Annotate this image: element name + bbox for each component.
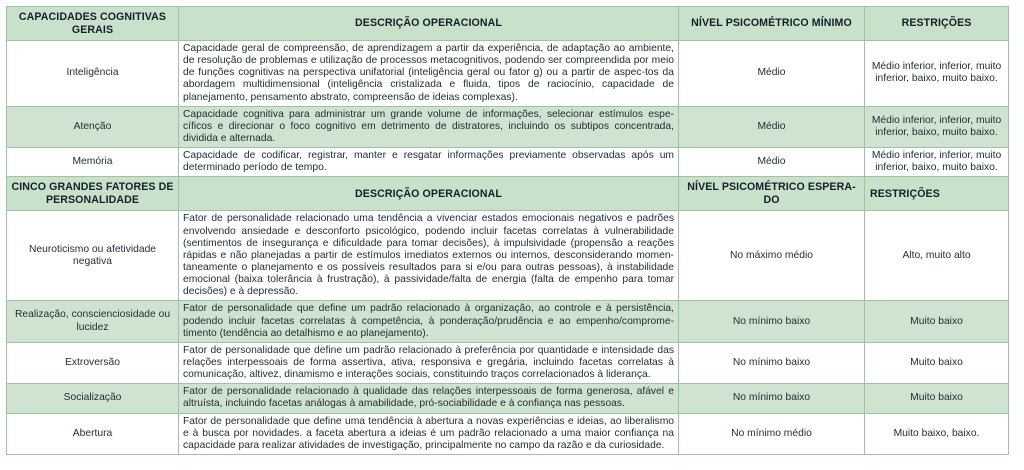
row-description-neuroticismo: Fator de personalidade relacionado uma tendência a vivenciar estados emocionais negativos e padrões envolvendo ansiedade e desconforto psicológico, podendo incluir facetas correlatas à vulnerabilidade (sentimentos de insegurança e dificuldade para tomar decisões), à impulsividade (propensão a reações rápidas e não planejadas a partir de estímulos imediatos externos ou internos, desconsiderando momen-taneamente o planejamento e os possíveis resultados para si e/ou para outras pessoas), à instabilidade emocional (baixa tolerância à frustração), à passividade/falta de energia (falta de empenho para tomar decisões) e à depressão. bbox=[179, 211, 679, 301]
row-restrictions-realizacao: Muito baixo bbox=[865, 301, 1009, 342]
row-description-extroversao: Fator de personalidade que define um padrão relacionado à preferência por quantidade e intensidade das relações interpessoais de forma assertiva, ativa, responsiva e gregária, incluindo facetas correlatas à comunicação, altivez, dinamismo e interações sociais, constituindo traços correlacionados à liderança. bbox=[179, 342, 679, 383]
table-row bbox=[7, 41, 1009, 107]
row-restrictions-memoria: Médio inferior, inferior, muito inferior, baixo, muito baixo. bbox=[865, 148, 1009, 177]
table-row bbox=[7, 148, 1009, 177]
table-row bbox=[7, 106, 1009, 147]
table-row bbox=[7, 342, 1009, 383]
column-header-cognitive-description: DESCRIÇÃO OPERACIONAL bbox=[179, 7, 679, 41]
section-header-personality bbox=[7, 177, 1009, 211]
table-row bbox=[7, 384, 1009, 413]
row-name-extroversao: Extroversão bbox=[7, 342, 179, 383]
row-description-memoria: Capacidade de codificar, registrar, manter e resgatar informações previamente observadas após um determinado período de tempo. bbox=[179, 148, 679, 177]
row-name-neuroticismo: Neuroticismo ou afetividade negativa bbox=[7, 211, 179, 301]
row-restrictions-neuroticismo: Alto, muito alto bbox=[865, 211, 1009, 301]
table-row bbox=[7, 301, 1009, 342]
row-description-abertura: Fator de personalidade que define uma tendência à abertura a novas experiências e ideias, ao liberalismo e à busca por novidades. a faceta abertura a ideias é um padrão relacionado a uma maior confiança na capacidade para realizar atividades de investigação, principalmente no campo da razão e da curiosidade. bbox=[179, 413, 679, 454]
table-row bbox=[7, 211, 1009, 301]
row-name-socializacao: Socialização bbox=[7, 384, 179, 413]
row-level-abertura: No mínimo médio bbox=[679, 413, 865, 454]
row-restrictions-inteligencia: Médio inferior, inferior, muito inferior, baixo, muito baixo. bbox=[865, 41, 1009, 107]
row-description-atencao: Capacidade cognitiva para administrar um grande volume de informações, selecionar estímulos espe-cíficos e direcionar o foco cognitivo em detrimento de distratores, incluindo os subtipos concentrada, dividida e alternada. bbox=[179, 106, 679, 147]
row-level-socializacao: No mínimo baixo bbox=[679, 384, 865, 413]
row-name-inteligencia: Inteligência bbox=[7, 41, 179, 107]
column-header-cognitive-level: NÍVEL PSICOMÉTRICO MÍNIMO bbox=[679, 7, 865, 41]
row-name-memoria: Memória bbox=[7, 148, 179, 177]
row-restrictions-extroversao: Muito baixo bbox=[865, 342, 1009, 383]
column-header-personality-level: NÍVEL PSICOMÉTRICO ESPERA-DO bbox=[679, 177, 865, 211]
row-level-neuroticismo: No máximo médio bbox=[679, 211, 865, 301]
column-header-personality-description: DESCRIÇÃO OPERACIONAL bbox=[179, 177, 679, 211]
column-header-cognitive-name: CAPACIDADES COGNITIVAS GERAIS bbox=[7, 7, 179, 41]
row-name-atencao: Atenção bbox=[7, 106, 179, 147]
row-description-socializacao: Fator de personalidade relacionado à qualidade das relações interpessoais de forma generosa, afável e altruísta, incluindo facetas análogas à amabilidade, pró-sociabilidade e à confiança nas pessoas. bbox=[179, 384, 679, 413]
table-row bbox=[7, 413, 1009, 454]
row-restrictions-socializacao: Muito baixo bbox=[865, 384, 1009, 413]
row-description-realizacao: Fator de personalidade que define um padrão relacionado à organização, ao controle e à persistência, podendo incluir facetas correlatas à competência, à ponderação/prudência e ao empenho/comprome-timento (tendência ao detalhismo e ao planejamento). bbox=[179, 301, 679, 342]
column-header-personality-restrictions: RESTRIÇÕES bbox=[865, 177, 1009, 211]
section-header-cognitive bbox=[7, 7, 1009, 41]
row-level-extroversao: No mínimo baixo bbox=[679, 342, 865, 383]
row-level-atencao: Médio bbox=[679, 106, 865, 147]
psychometric-requirements-table bbox=[6, 6, 1009, 455]
row-name-realizacao: Realização, conscienciosidade ou lucidez bbox=[7, 301, 179, 342]
row-name-abertura: Abertura bbox=[7, 413, 179, 454]
row-restrictions-atencao: Médio inferior, inferior, muito inferior, baixo, muito baixo. bbox=[865, 106, 1009, 147]
row-level-realizacao: No mínimo baixo bbox=[679, 301, 865, 342]
row-description-inteligencia: Capacidade geral de compreensão, de aprendizagem a partir da experiência, de adaptação ao ambiente, de resolução de problemas e utilização de processos metacognitivos, podendo ser compreendida por meio de funções cognitivas na perspectiva unifatorial (inteligência geral ou fator g) ou a partir de aspec-tos da abordagem multidimensional (inteligência cristalizada e fluida, tipos de raciocínio, capacidade de planejamento, pensamento abstrato, compreensão de ideias complexas). bbox=[179, 41, 679, 107]
row-level-inteligencia: Médio bbox=[679, 41, 865, 107]
row-restrictions-abertura: Muito baixo, baixo. bbox=[865, 413, 1009, 454]
column-header-cognitive-restrictions: RESTRIÇÕES bbox=[865, 7, 1009, 41]
column-header-personality-name: CINCO GRANDES FATORES DE PERSONALIDADE bbox=[7, 177, 179, 211]
row-level-memoria: Médio bbox=[679, 148, 865, 177]
